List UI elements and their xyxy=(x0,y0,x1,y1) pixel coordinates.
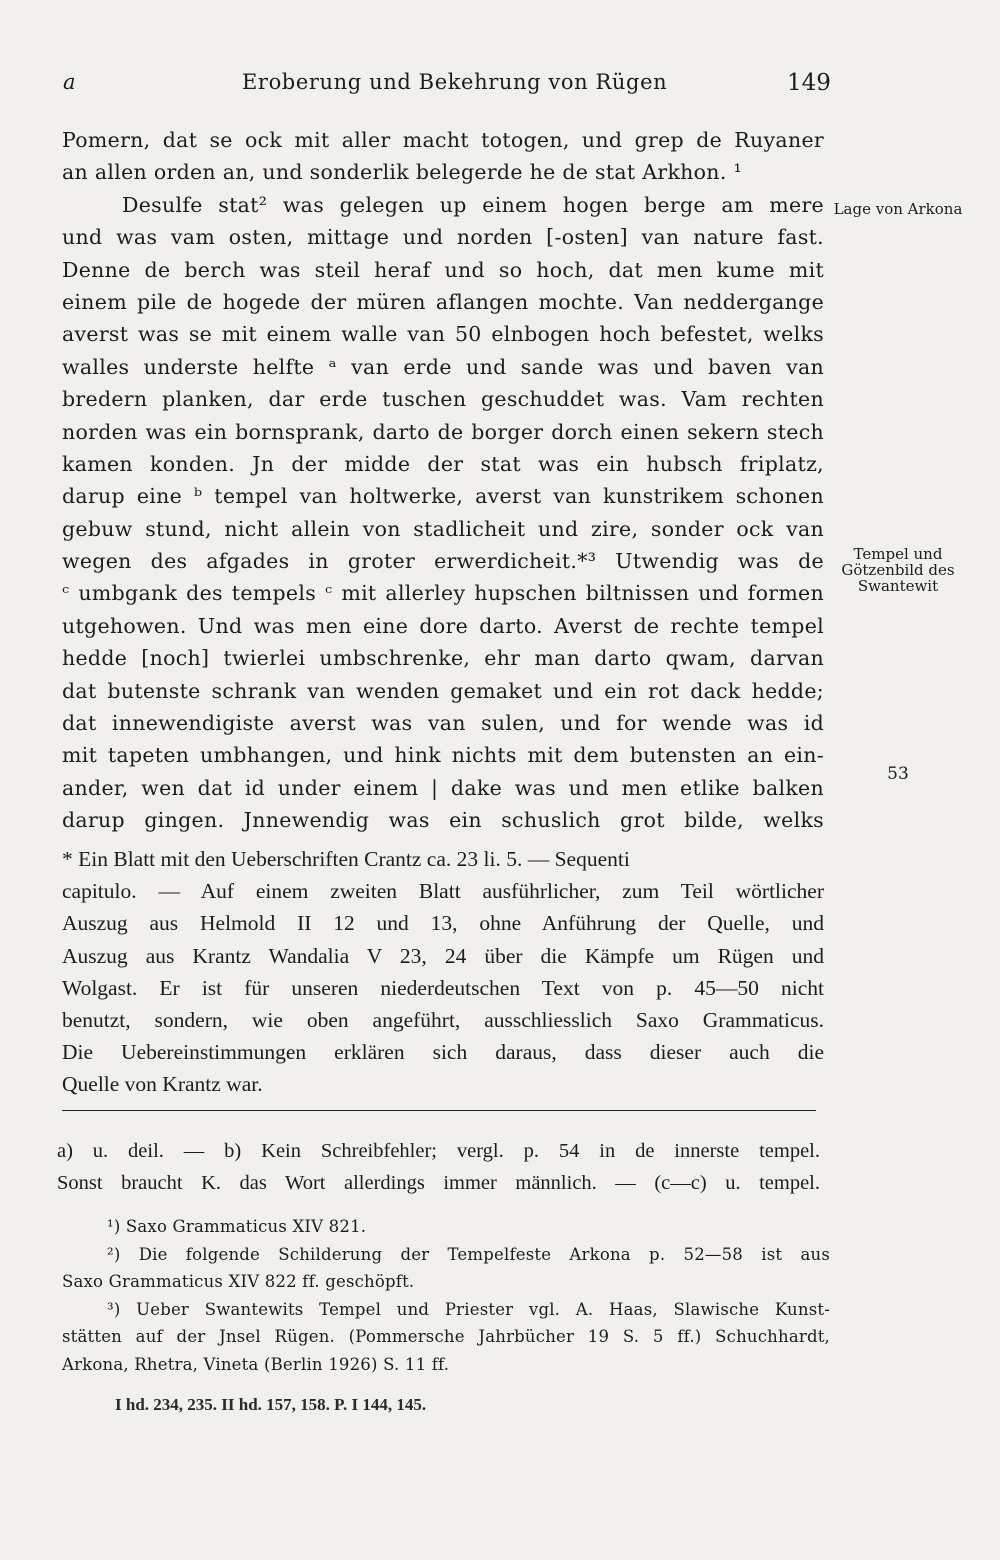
text-line: darup gingen. Jnnewendig was ein schuslich grot bilde, welks xyxy=(62,808,824,833)
text-line: Denne de berch was steil heraf und so hoch, dat men kume mit xyxy=(62,257,824,282)
text-line: Wolgast. Er ist für unseren niederdeutschen Text von p. 45—50 nicht xyxy=(62,975,824,1000)
text-line: dat innewendigiste averst was van sulen, und for wende was id xyxy=(62,711,824,736)
text-line: Quelle von Krantz war. xyxy=(62,1072,263,1097)
text-line: Sonst braucht K. das Wort allerdings immer männlich. — (c—c) u. tempel. xyxy=(57,1172,820,1194)
main-text-block xyxy=(62,124,824,837)
critical-apparatus xyxy=(57,1135,820,1199)
text-line: stätten auf der Jnsel Rügen. (Pommersche Jahrbücher 19 S. 5 ff.) Schuchhardt, xyxy=(62,1327,830,1347)
text-line: ᶜ umbgank des tempels ᶜ mit allerley hupschen biltnissen und formen xyxy=(62,581,824,606)
text-line: dat butenste schrank van wenden gemaket und ein rot dack hedde; xyxy=(62,678,824,703)
text-line: bredern planken, dar erde tuschen geschuddet was. Vam rechten xyxy=(62,387,824,412)
text-line: Die Uebereinstimmungen erklären sich daraus, dass dieser auch die xyxy=(62,1040,824,1065)
text-line: einem pile de hogede der müren aflangen mochte. Van neddergange xyxy=(62,289,824,314)
text-line: capitulo. — Auf einem zweiten Blatt ausführlicher, zum Teil wörtlicher xyxy=(62,879,824,904)
footnote-rule xyxy=(62,1110,816,1111)
text-line: kamen konden. Jn der midde der stat was ein hubsch friplatz, xyxy=(62,451,824,476)
text-line: Arkona, Rhetra, Vineta (Berlin 1926) S. 11 ff. xyxy=(62,1354,450,1374)
text-line: averst was se mit einem walle van 50 elnbogen hoch befestet, welks xyxy=(62,322,824,347)
text-line: an allen orden an, und sonderlik belegerde he de stat Arkhon. ¹ xyxy=(62,160,742,185)
text-line: Saxo Grammaticus XIV 822 ff. geschöpft. xyxy=(62,1272,415,1292)
text-line: ³) Ueber Swantewits Tempel und Priester vgl. A. Haas, Slawische Kunst- xyxy=(107,1299,830,1319)
text-line: walles underste helfte ᵃ van erde und sande was und baven van xyxy=(62,354,824,379)
text-line: darup eine ᵇ tempel van holtwerke, averst van kunstrikem schonen xyxy=(62,484,824,509)
page-references: I hd. 234, 235. II hd. 157, 158. P. I 144, 145. xyxy=(115,1395,427,1414)
text-line: wegen des afgades in groter erwerdicheit.*³ Utwendig was de xyxy=(62,549,824,574)
text-line: hedde [noch] twierlei umbschrenke, ehr man darto qwam, darvan xyxy=(62,646,824,671)
text-line: * Ein Blatt mit den Ueberschriften Crantz ca. 23 li. 5. — Sequenti xyxy=(62,847,630,871)
text-line: Auszug aus Krantz Wandalia V 23, 24 über die Kämpfe um Rügen und xyxy=(62,943,824,968)
text-line: ¹) Saxo Grammaticus XIV 821. xyxy=(107,1217,367,1236)
text-line: ²) Die folgende Schilderung der Tempelfeste Arkona p. 52—58 ist aus xyxy=(107,1244,830,1264)
footnotes xyxy=(62,1213,830,1379)
editor-note xyxy=(62,843,824,1101)
text-line: utgehowen. Und was men eine dore darto. Averst de rechte tempel xyxy=(62,613,824,638)
text-line: mit tapeten umbhangen, und hink nichts mit dem butensten an ein- xyxy=(62,743,824,768)
text-line: und was vam osten, mittage und norden [-osten] van nature fast. xyxy=(62,225,824,250)
signature-mark: a xyxy=(63,70,76,94)
text-line: Pomern, dat se ock mit aller macht totogen, und grep de Ruyaner xyxy=(62,128,824,152)
text-line: Auszug aus Helmold II 12 und 13, ohne Anführung der Quelle, und xyxy=(62,911,824,936)
running-head-title: Eroberung und Bekehrung von Rügen xyxy=(242,70,668,94)
text-line: gebuw stund, nicht allein von stadlicheit und zire, sonder ock van xyxy=(62,516,824,541)
text-line: Desulfe stat² was gelegen up einem hogen berge am mere xyxy=(122,192,824,217)
text-line: a) u. deil. — b) Kein Schreibfehler; vergl. p. 54 in de innerste tempel. xyxy=(57,1140,820,1162)
text-line: ander, wen dat id under einem | dake was und men etlike balken xyxy=(62,775,824,800)
text-line: norden was ein bornsprank, darto de borger dorch einen sekern stech xyxy=(62,419,824,444)
text-line: benutzt, sondern, wie oben angeführt, ausschliesslich Saxo Grammaticus. xyxy=(62,1007,824,1032)
page-number: 149 xyxy=(787,70,831,96)
margin-note-page-ref: 53 xyxy=(887,764,909,784)
margin-note-temple: Tempel und Götzenbild des Swantewit xyxy=(841,545,955,595)
margin-note-location: Lage von Arkona xyxy=(833,200,963,218)
